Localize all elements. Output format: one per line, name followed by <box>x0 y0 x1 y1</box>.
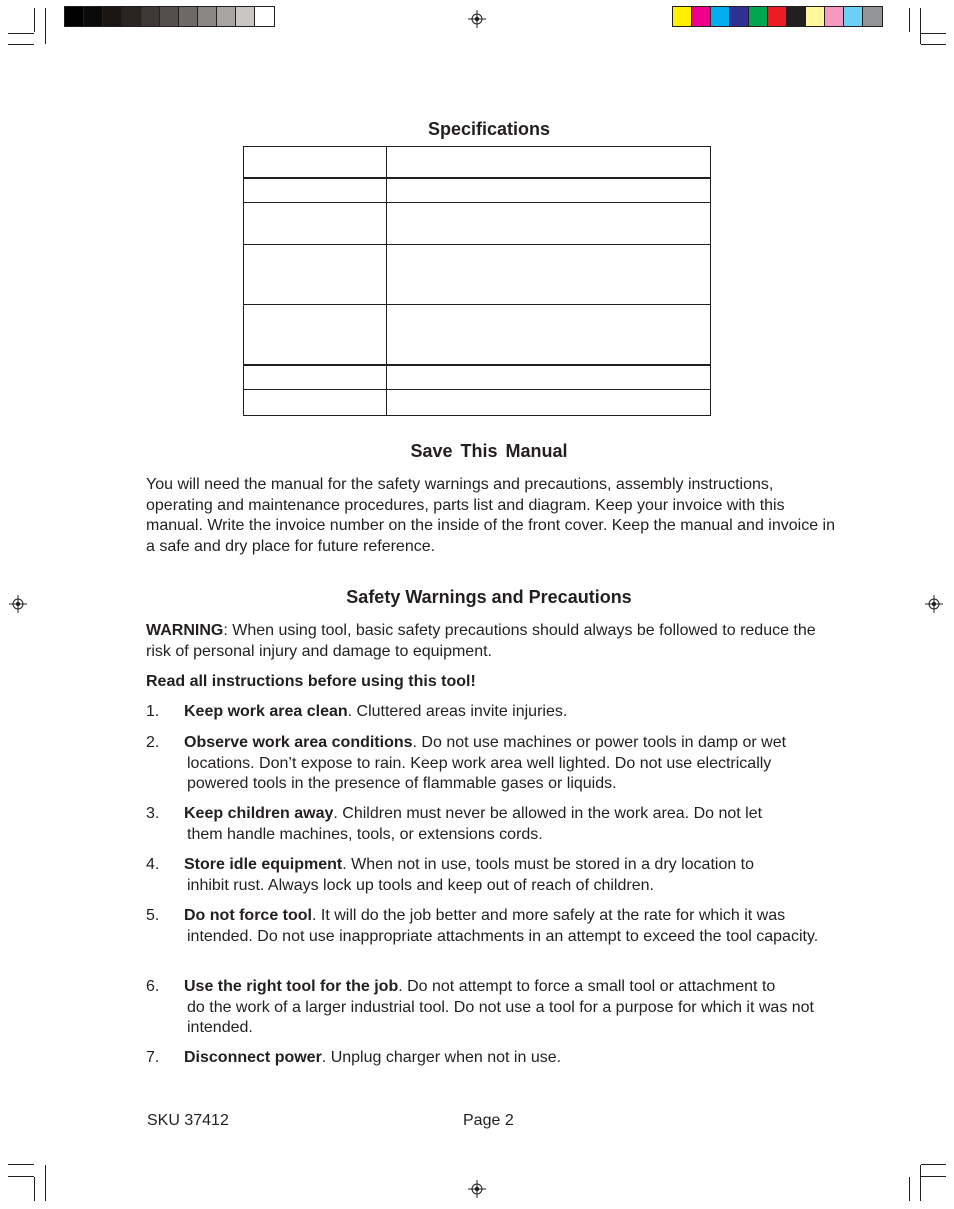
item-lead: . Children must never be allowed in the work area. Do not let <box>333 805 763 822</box>
item-lead: . Do not attempt to force a small tool or attachment to <box>398 978 776 995</box>
spec-value <box>387 365 711 390</box>
item-number: 1. <box>146 703 160 720</box>
color-swatch <box>806 7 825 26</box>
color-swatch <box>673 7 692 26</box>
table-row <box>244 390 711 416</box>
item-lead: . Unplug charger when not in use. <box>321 1049 562 1066</box>
color-swatch <box>844 7 863 26</box>
spec-value <box>387 147 711 178</box>
color-swatch <box>863 7 882 26</box>
registration-mark-icon <box>468 10 486 28</box>
table-row <box>244 245 711 305</box>
color-swatch <box>768 7 787 26</box>
specifications-title: Specifications <box>427 119 551 139</box>
item-rest: locations. Don’t expose to rain. Keep work area well lighted. Do not use electrically powered tools in the presence of flammable gases or liquids. <box>187 754 772 792</box>
spec-value <box>387 203 711 245</box>
gray-swatch <box>236 7 255 26</box>
item-title: Do not force tool <box>184 907 312 924</box>
warning-label: WARNING <box>146 622 224 639</box>
item-title: Observe work area conditions <box>184 734 413 751</box>
gray-swatch <box>103 7 122 26</box>
item-lead: . Cluttered areas invite injuries. <box>347 703 568 720</box>
gray-swatch <box>255 7 274 26</box>
item-lead: . Do not use machines or power tools in damp or wet <box>412 734 787 751</box>
item-number: 6. <box>146 978 160 995</box>
color-calibration-bar <box>672 6 883 27</box>
footer-page-number: Page 2 <box>463 1112 514 1129</box>
list-item <box>146 733 836 795</box>
color-swatch <box>692 7 711 26</box>
spec-label <box>244 305 387 365</box>
spec-label <box>244 365 387 390</box>
list-item <box>146 804 836 845</box>
color-swatch <box>749 7 768 26</box>
spec-value <box>387 178 711 203</box>
spec-label <box>244 203 387 245</box>
save-manual-text: You will need the manual for the safety warnings and precautions, assembly instructions, operating and maintenance procedures, parts list and diagram. Keep your invoice with this manual. Write the invoice number on the inside of the front cover. Keep the manual and invoice in a safe and dry place for future reference. <box>146 476 835 555</box>
item-number: 4. <box>146 856 160 873</box>
warning-paragraph <box>146 621 836 662</box>
spec-value <box>387 305 711 365</box>
gray-swatch <box>179 7 198 26</box>
item-title: Keep work area clean <box>184 703 348 720</box>
grayscale-calibration-bar <box>64 6 275 27</box>
item-title: Keep children away <box>184 805 334 822</box>
list-item <box>146 977 836 1039</box>
color-swatch <box>730 7 749 26</box>
table-row <box>244 365 711 390</box>
item-title: Disconnect power <box>184 1049 322 1066</box>
item-number: 5. <box>146 907 160 924</box>
gray-swatch <box>217 7 236 26</box>
list-item <box>146 1048 836 1069</box>
item-lead: . It will do the job better and more safely at the rate for which it was <box>311 907 786 924</box>
color-swatch <box>711 7 730 26</box>
list-item <box>146 702 836 723</box>
item-title: Use the right tool for the job <box>184 978 399 995</box>
read-all-instructions <box>146 672 836 693</box>
spec-value <box>387 390 711 416</box>
table-row <box>244 305 711 365</box>
save-manual-title: Save This Manual <box>410 441 568 461</box>
spec-label <box>244 245 387 305</box>
item-lead: . When not in use, tools must be stored in a dry location to <box>342 856 755 873</box>
safety-title: Safety Warnings and Precautions <box>346 587 632 607</box>
table-row <box>244 178 711 203</box>
spec-label <box>244 390 387 416</box>
gray-swatch <box>65 7 84 26</box>
item-title: Store idle equipment <box>184 856 343 873</box>
item-rest: intended. Do not use inappropriate attachments in an attempt to exceed the tool capacity. <box>187 927 819 945</box>
gray-swatch <box>141 7 160 26</box>
registration-mark-icon <box>468 1180 486 1198</box>
table-row <box>244 147 711 178</box>
spec-value <box>387 245 711 305</box>
footer-sku: SKU 37412 <box>147 1112 229 1129</box>
list-item <box>146 906 836 947</box>
gray-swatch <box>160 7 179 26</box>
item-number: 3. <box>146 805 160 822</box>
specifications-table <box>243 146 711 416</box>
gray-swatch <box>122 7 141 26</box>
item-rest: inhibit rust. Always lock up tools and keep out of reach of children. <box>187 876 654 894</box>
table-row <box>244 203 711 245</box>
spec-label <box>244 147 387 178</box>
color-swatch <box>825 7 844 26</box>
list-item <box>146 855 836 896</box>
read-all-text: Read all instructions before using this tool! <box>146 673 476 690</box>
item-number: 2. <box>146 734 160 751</box>
color-swatch <box>787 7 806 26</box>
warning-text: : When using tool, basic safety precautions should always be followed to reduce the risk of personal injury and damage to equipment. <box>146 622 816 660</box>
spec-label <box>244 178 387 203</box>
item-rest: them handle machines, tools, or extensions cords. <box>187 825 543 843</box>
gray-swatch <box>198 7 217 26</box>
item-number: 7. <box>146 1049 160 1066</box>
gray-swatch <box>84 7 103 26</box>
item-rest: do the work of a larger industrial tool. Do not use a tool for a purpose for which it was not intended. <box>187 998 814 1036</box>
